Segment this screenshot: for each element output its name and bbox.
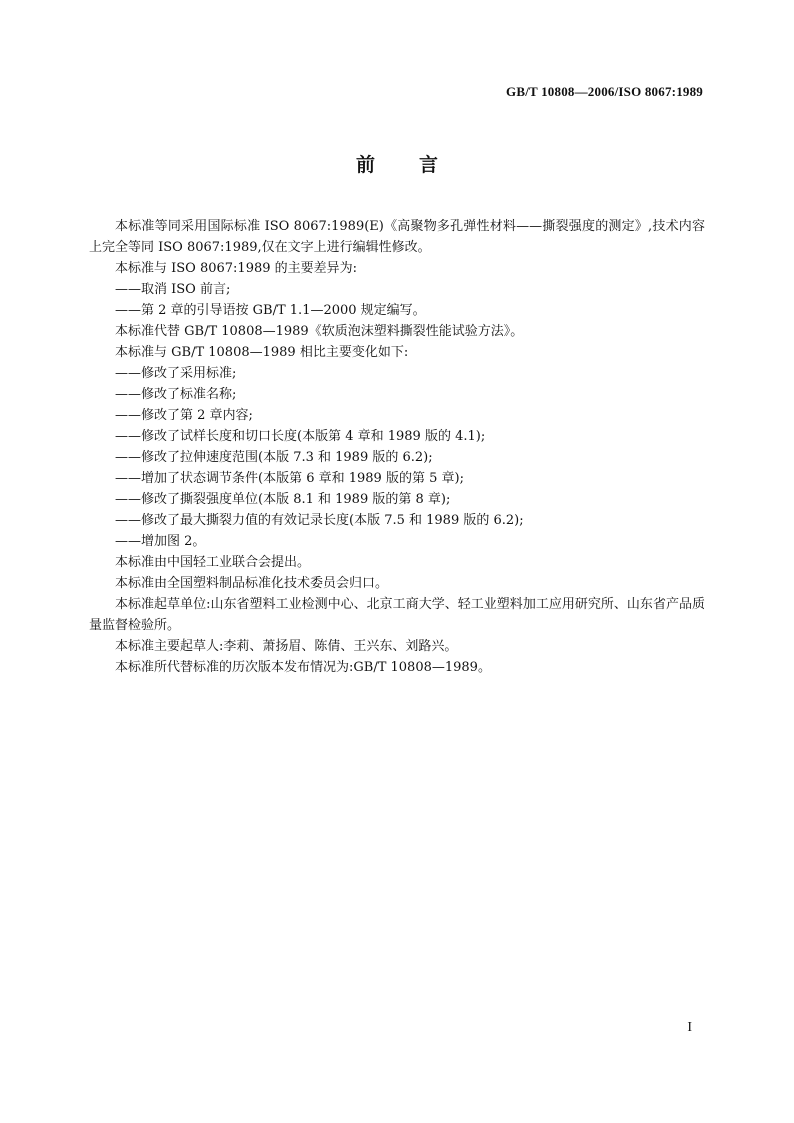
paragraph: 本标准所代替标准的历次版本发布情况为:GB/T 10808—1989。 (115, 660, 491, 675)
list-item: ——修改了第 2 章内容; (115, 408, 253, 423)
list-item: ——修改了标准名称; (115, 387, 237, 402)
paragraph: 本标准代替 GB/T 10808—1989《软质泡沫塑料撕裂性能试验方法》。 (115, 324, 524, 339)
paragraph: 本标准由全国塑料制品标准化技术委员会归口。 (115, 576, 389, 591)
list-item: ——修改了采用标准; (115, 366, 237, 381)
preface-body (89, 216, 705, 678)
paragraph: 本标准与 ISO 8067:1989 的主要差异为: (115, 261, 358, 276)
standard-code-header: GB/T 10808—2006/ISO 8067:1989 (506, 84, 703, 99)
list-item: ——增加了状态调节条件(本版第 6 章和 1989 版的第 5 章); (115, 471, 464, 486)
page-title: 前言 (355, 154, 482, 176)
paragraph: 本标准起草单位:山东省塑料工业检测中心、北京工商大学、轻工业塑料加工应用研究所、山东省产品质量监督检验所。 (89, 597, 705, 633)
list-item: ——修改了拉伸速度范围(本版 7.3 和 1989 版的 6.2); (115, 450, 433, 465)
paragraph: 本标准等同采用国际标准 ISO 8067:1989(E)《高聚物多孔弹性材料——撕裂强度的测定》,技术内容上完全等同 ISO 8067:1989,仅在文字上进行编辑性修改。 (89, 219, 705, 255)
list-item: ——取消 ISO 前言; (115, 282, 231, 297)
list-item: ——修改了撕裂强度单位(本版 8.1 和 1989 版的第 8 章); (115, 492, 451, 507)
list-item: ——修改了最大撕裂力值的有效记录长度(本版 7.5 和 1989 版的 6.2); (115, 513, 524, 528)
list-item: ——第 2 章的引导语按 GB/T 1.1—2000 规定编写。 (115, 303, 426, 318)
paragraph: 本标准主要起草人:李莉、萧扬眉、陈倩、王兴东、刘路兴。 (115, 639, 458, 654)
paragraph: 本标准由中国轻工业联合会提出。 (115, 555, 311, 570)
list-item: ——增加图 2。 (115, 534, 206, 549)
list-item: ——修改了试样长度和切口长度(本版第 4 章和 1989 版的 4.1); (115, 429, 486, 444)
page-number: I (687, 1020, 692, 1035)
paragraph: 本标准与 GB/T 10808—1989 相比主要变化如下: (115, 345, 409, 360)
